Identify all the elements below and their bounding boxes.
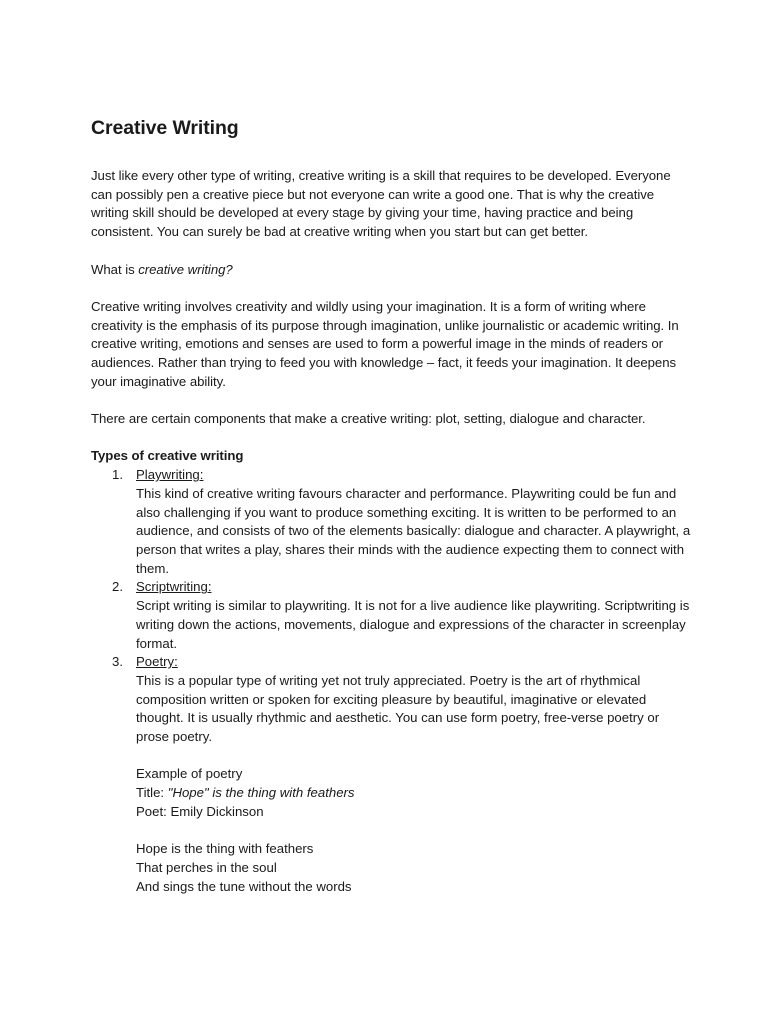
poem-line: Hope is the thing with feathers bbox=[136, 841, 314, 857]
definition-paragraph: Creative writing involves creativity and wildly using your imagination. It is a form of writing where creativity is the emphasis of its purpose through imagination, unlike journalistic or academic writing. In creative writing, emotions and senses are used to form a powerful image in the minds of readers or audiences. Rather than trying to feed you with knowledge – fact, it feeds your imagination. It deepens your imaginative ability. bbox=[91, 298, 679, 389]
poem-title-label: Title: bbox=[136, 785, 168, 801]
types-list bbox=[91, 466, 691, 896]
intro-paragraph: Just like every other type of writing, creative writing is a skill that requires to be developed. Everyone can possibly pen a creative piece but not everyone can write a good one. That is why the creative writing skill should be developed at every stage by giving your time, having practice and being consistent. You can surely be bad at creative writing when you start but can get better. bbox=[91, 168, 671, 240]
components-paragraph: There are certain components that make a creative writing: plot, setting, dialogue and character. bbox=[91, 411, 646, 427]
document-page bbox=[91, 112, 691, 896]
poem-line: And sings the tune without the words bbox=[136, 878, 352, 894]
type-name-scriptwriting: Scriptwriting: bbox=[136, 579, 212, 595]
question-prefix: What is bbox=[91, 261, 139, 277]
question-line bbox=[91, 261, 691, 280]
list-number: 3. bbox=[112, 654, 123, 670]
poem-poet-label: Poet: bbox=[136, 803, 171, 819]
list-item bbox=[91, 578, 691, 653]
poem-poet-line bbox=[136, 803, 691, 822]
poem-poet: Emily Dickinson bbox=[170, 803, 264, 819]
poem-title-line bbox=[136, 784, 691, 803]
list-item bbox=[91, 466, 691, 578]
poetry-example-heading: Example of poetry bbox=[136, 766, 243, 782]
type-description: This kind of creative writing favours character and performance. Playwriting could be fun and also challenging if you want to produce something exciting. It is written to be performed to an audience, and consists of two of the elements basically: dialogue and character. A playwright, a person that writes a play, shares their minds with the audience expecting them to connect with them. bbox=[136, 485, 691, 576]
types-heading: Types of creative writing bbox=[91, 448, 244, 464]
list-number: 1. bbox=[112, 467, 123, 483]
poem-line: That perches in the soul bbox=[136, 859, 277, 875]
type-description: This is a popular type of writing yet not truly appreciated. Poetry is the art of rhythmical composition written or spoken for exciting pleasure by beautiful, imaginative or elevated thought. It is usually rhythmic and aesthetic. You can use form poetry, free-verse poetry or prose poetry. bbox=[136, 672, 660, 745]
spacer bbox=[136, 747, 691, 766]
list-number: 2. bbox=[112, 579, 123, 595]
type-description: Script writing is similar to playwriting. It is not for a live audience like playwriting. Scriptwriting is writing down the actions, movements, dialogue and expressions of the character in screenplay format. bbox=[136, 598, 690, 651]
poem-title: "Hope" is the thing with feathers bbox=[167, 785, 355, 801]
type-name-playwriting: Playwriting: bbox=[136, 467, 204, 483]
list-item bbox=[91, 653, 691, 896]
spacer bbox=[136, 822, 691, 841]
question-term: creative writing? bbox=[138, 261, 233, 277]
type-name-poetry: Poetry: bbox=[136, 654, 178, 670]
document-title: Creative Writing bbox=[91, 117, 239, 139]
